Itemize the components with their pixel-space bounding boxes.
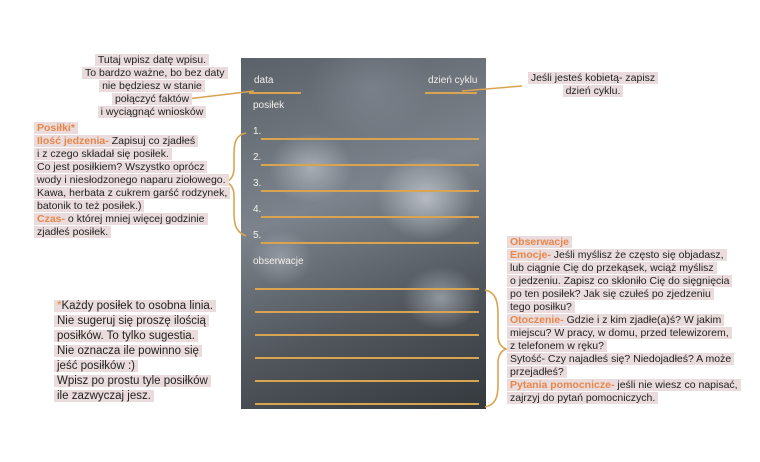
footnote-star: * bbox=[57, 300, 62, 312]
footnote-line: Wpisz po prostu tyle posiłków bbox=[54, 375, 211, 387]
cycle-day-label: dzień cyklu bbox=[428, 75, 478, 86]
footnote-first: Każdy posiłek to osobna linia. bbox=[61, 300, 213, 312]
meal-number: 3. bbox=[253, 178, 262, 189]
emotions-line: po ten posiłek? Jak się czułeś po zjedzeniu bbox=[507, 288, 714, 300]
meals-note-heading: Posiłki* bbox=[34, 122, 78, 134]
environment-line: z telefonem w ręku? bbox=[507, 340, 607, 352]
satiety-line: Sytość- Czy najadłeś się? Niedojadłeś? A może bbox=[507, 353, 734, 365]
date-note-line: połączyć faktów bbox=[112, 93, 192, 105]
observations-note bbox=[507, 236, 747, 405]
footnote-line: ile zazwyczaj jesz. bbox=[54, 390, 154, 402]
environment-line: miejscu? W pracy, w domu, przed telewizorem, bbox=[507, 327, 732, 339]
observations-label: obserwacje bbox=[253, 256, 304, 267]
help-questions-text-2: zajrzyj do pytań pomocniczych. bbox=[507, 392, 658, 404]
amount-text: Zapisuj co zjadłeś bbox=[108, 135, 196, 147]
date-note bbox=[82, 54, 225, 119]
meal-number: 5. bbox=[253, 230, 262, 241]
meals-note-line: batonik to też posiłek.) bbox=[34, 200, 144, 212]
time-key: Czas- bbox=[37, 213, 66, 225]
time-text: o której mniej więcej godzinie bbox=[65, 213, 205, 225]
footnote-note bbox=[54, 299, 224, 404]
meal-label: posiłek bbox=[253, 100, 285, 111]
emotions-line: tego posiłku? bbox=[507, 301, 575, 313]
footnote-line: Nie oznacza ile powinno się bbox=[54, 345, 202, 357]
emotions-line: lub ciągnie Cię do przekąsek, wciąż myślisz bbox=[507, 262, 717, 274]
observations-brace bbox=[485, 290, 506, 407]
time-text-2: zjadłeś posiłek. bbox=[34, 226, 111, 238]
footnote-line: Nie sugeruj się proszę ilością bbox=[54, 315, 209, 327]
date-label: data bbox=[254, 75, 274, 86]
footnote-line: posiłków. To tylko sugestia. bbox=[54, 330, 198, 342]
observations-heading: Obserwacje bbox=[507, 236, 572, 248]
cycle-connector bbox=[462, 86, 522, 91]
meals-note-line: i z czego składał się posiłek. bbox=[34, 148, 172, 160]
satiety-line: przejadłeś? bbox=[507, 366, 567, 378]
environment-text: Gdzie i z kim zjadłe(a)ś? W jakim bbox=[563, 314, 722, 326]
date-note-line: i wyciągnąć wniosków bbox=[98, 106, 207, 118]
meals-note-line: wody i niesłodzonego naparu ziołowego. bbox=[34, 174, 229, 186]
date-note-line: To bardzo ważne, bo bez daty bbox=[82, 67, 228, 79]
emotions-key: Emocje- bbox=[510, 249, 551, 261]
cycle-note-line: dzień cyklu. bbox=[563, 85, 624, 97]
meal-number: 4. bbox=[253, 204, 262, 215]
footnote-line: jeść posiłków :) bbox=[54, 360, 138, 372]
meals-note-line: Kawa, herbata z cukrem garść rodzynek, bbox=[34, 187, 230, 199]
meals-note bbox=[34, 122, 229, 239]
help-questions-key: Pytania pomocnicze- bbox=[510, 379, 615, 391]
meal-number: 2. bbox=[253, 152, 262, 163]
meals-note-line: Co jest posiłkiem? Wszystko oprócz bbox=[34, 161, 207, 173]
emotions-text: Jeśli myślisz że często się objadasz, bbox=[550, 249, 724, 261]
cycle-note bbox=[518, 72, 668, 98]
date-note-line: nie będziesz w stanie bbox=[99, 80, 205, 92]
meal-number: 1. bbox=[253, 126, 262, 137]
amount-key: Ilość jedzenia- bbox=[37, 135, 109, 147]
date-note-line: Tutaj wpisz datę wpisu. bbox=[95, 54, 209, 66]
help-questions-text: jeśli nie wiesz co napisać, bbox=[614, 379, 738, 391]
meals-brace bbox=[226, 133, 246, 236]
environment-key: Otoczenie- bbox=[510, 314, 564, 326]
cycle-note-line: Jeśli jesteś kobietą- zapisz bbox=[528, 72, 658, 84]
emotions-line: o jedzeniu. Zapisz co skłoniło Cię do sięgnięcia bbox=[507, 275, 732, 287]
